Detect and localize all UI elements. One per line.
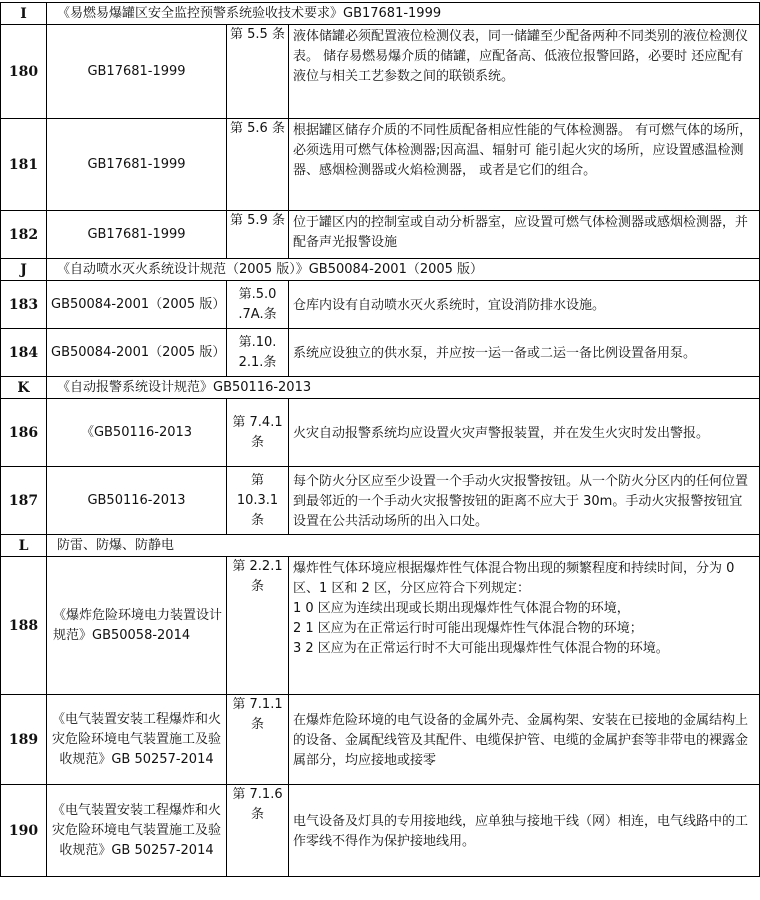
requirement-text: 电气设备及灯具的专用接地线，应单独与接地干线（网）相连，电气线路中的工作零线不得作为保护接地线用。 — [289, 785, 760, 877]
table-row — [1, 281, 760, 329]
clause-number: 第 7.1.1 条 — [227, 695, 289, 785]
table-row — [1, 329, 760, 377]
section-row-i — [1, 3, 760, 25]
standards-table — [0, 2, 760, 877]
table-row — [1, 695, 760, 785]
section-title: 《自动报警系统设计规范》GB50116-2013 — [47, 377, 760, 399]
clause-number: 第.5.0 .7A.条 — [227, 281, 289, 329]
row-number: 184 — [1, 329, 47, 377]
section-title: 《自动喷水灭火系统设计规范（2005 版）》GB50084-2001（2005 版） — [47, 259, 760, 281]
requirement-text: 系统应设独立的供水泵，并应按一运一备或二运一备比例设置备用泵。 — [289, 329, 760, 377]
requirement-text: 仓库内设有自动喷水灭火系统时，宜设消防排水设施。 — [289, 281, 760, 329]
section-letter: K — [1, 377, 47, 399]
section-letter: J — [1, 259, 47, 281]
standard-code: GB17681-1999 — [47, 25, 227, 119]
row-number: 189 — [1, 695, 47, 785]
table-row — [1, 467, 760, 535]
requirement-text — [289, 557, 760, 695]
clause-number: 第 7.4.1 条 — [227, 399, 289, 467]
section-row-l — [1, 535, 760, 557]
requirement-text: 位于罐区内的控制室或自动分析器室，应设置可燃气体检测器或感烟检测器，并配备声光报警设施 — [289, 211, 760, 259]
row-number: 186 — [1, 399, 47, 467]
table-row — [1, 785, 760, 877]
requirement-line: 爆炸性气体环境应根据爆炸性气体混合物出现的频繁程度和持续时间，分为 0 区、1 区和 2 区，分区应符合下列规定： — [293, 561, 735, 596]
row-number: 181 — [1, 119, 47, 211]
standard-code: 《电气装置安装工程爆炸和火灾危险环境电气装置施工及验收规范》GB 50257-2014 — [47, 785, 227, 877]
section-letter: L — [1, 535, 47, 557]
section-title: 《易燃易爆罐区安全监控预警系统验收技术要求》GB17681-1999 — [47, 3, 760, 25]
clause-number: 第 7.1.6 条 — [227, 785, 289, 877]
requirement-line: 3 2 区应为在正常运行时不大可能出现爆炸性气体混合物的环境。 — [293, 641, 669, 656]
requirement-text: 每个防火分区应至少设置一个手动火灾报警按钮。从一个防火分区内的任何位置到最邻近的一个手动火灾报警按钮的距离不应大于 30m。手动火灾报警按钮宜设置在公共活动场所的出入口处。 — [289, 467, 760, 535]
standard-code: 《GB50116-2013 — [47, 399, 227, 467]
standard-code: 《爆炸危险环境电力装置设计规范》GB50058-2014 — [47, 557, 227, 695]
clause-number: 第 5.6 条 — [227, 119, 289, 211]
section-title: 防雷、防爆、防静电 — [47, 535, 760, 557]
requirement-text: 火灾自动报警系统均应设置火灾声警报装置，并在发生火灾时发出警报。 — [289, 399, 760, 467]
requirement-line: 1 0 区应为连续出现或长期出现爆炸性气体混合物的环境， — [293, 601, 630, 616]
table-row — [1, 399, 760, 467]
row-number: 180 — [1, 25, 47, 119]
standard-code: 《电气装置安装工程爆炸和火灾危险环境电气装置施工及验收规范》GB 50257-2014 — [47, 695, 227, 785]
row-number: 187 — [1, 467, 47, 535]
row-number: 188 — [1, 557, 47, 695]
clause-number: 第 2.2.1 条 — [227, 557, 289, 695]
table-row — [1, 119, 760, 211]
row-number: 183 — [1, 281, 47, 329]
clause-number: 第.10. 2.1.条 — [227, 329, 289, 377]
requirement-text: 根据罐区储存介质的不同性质配备相应性能的气体检测器。 有可燃气体的场所，必须选用可燃气体检测器;因高温、辐射可 能引起火灾的场所，应设置感温检测器、感烟检测器或火焰检测器， 或者是它们的组合。 — [289, 119, 760, 211]
standard-code: GB50116-2013 — [47, 467, 227, 535]
standard-code: GB50084-2001（2005 版） — [47, 329, 227, 377]
clause-number: 第 5.5 条 — [227, 25, 289, 119]
section-row-j — [1, 259, 760, 281]
clause-number: 第 5.9 条 — [227, 211, 289, 259]
standard-code: GB17681-1999 — [47, 211, 227, 259]
standard-code: GB50084-2001（2005 版） — [47, 281, 227, 329]
row-number: 182 — [1, 211, 47, 259]
table-row — [1, 25, 760, 119]
row-number: 190 — [1, 785, 47, 877]
requirement-text: 液体储罐必须配置液位检测仪表，同一储罐至少配备两种不同类别的液位检测仪表。 储存易燃易爆介质的储罐，应配备高、低液位报警回路，必要时 还应配有液位与相关工艺参数之间的联锁系统。 — [289, 25, 760, 119]
section-letter: I — [1, 3, 47, 25]
requirement-text: 在爆炸危险环境的电气设备的金属外壳、金属构架、安装在已接地的金属结构上的设备、金属配线管及其配件、电缆保护管、电缆的金属护套等非带电的裸露金属部分，均应接地或接零 — [289, 695, 760, 785]
table-row — [1, 557, 760, 695]
standard-code: GB17681-1999 — [47, 119, 227, 211]
clause-number: 第 10.3.1 条 — [227, 467, 289, 535]
table-row — [1, 211, 760, 259]
section-row-k — [1, 377, 760, 399]
requirement-line: 2 1 区应为在正常运行时可能出现爆炸性气体混合物的环境； — [293, 621, 643, 636]
